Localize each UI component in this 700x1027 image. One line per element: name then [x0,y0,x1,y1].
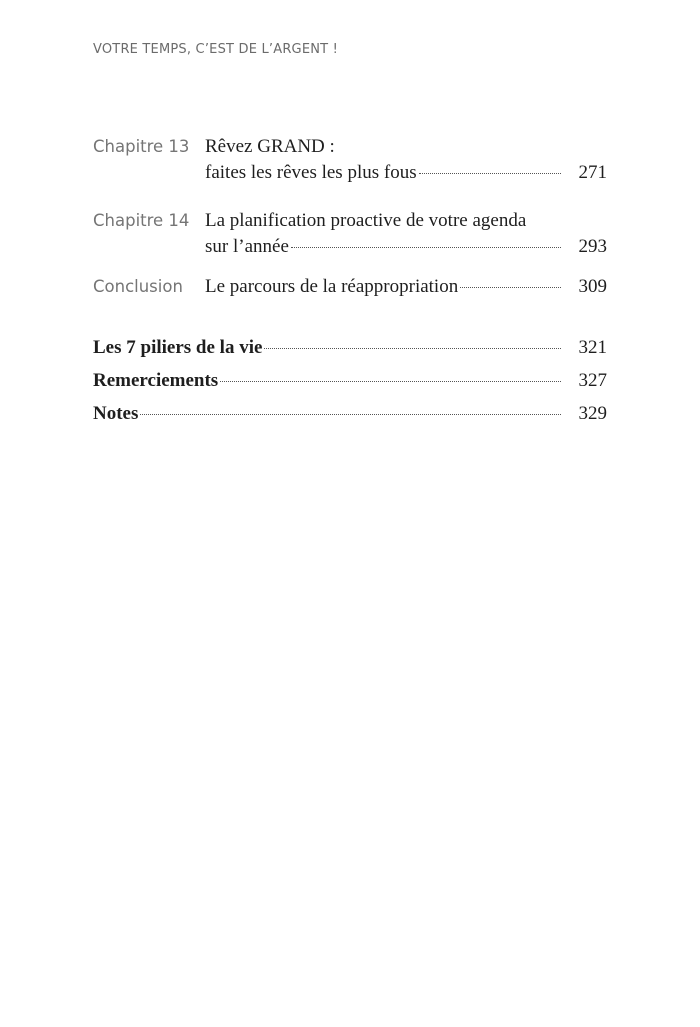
dot-leader [220,380,561,382]
chapter-label: Chapitre 13 [93,137,190,156]
chapter-title-block [205,208,607,260]
chapter-title-line: faites les rêves les plus fous [205,162,417,183]
backmatter-title: Remerciements [93,370,219,391]
chapter-title-block [205,274,607,300]
toc-entry-conclusion[interactable] [93,274,607,300]
page-number: 329 [578,403,607,424]
toc-leader-line [93,335,607,361]
toc-entry-backmatter[interactable] [93,368,607,394]
dot-leader [419,172,561,174]
chapter-title-leader-line [205,274,607,300]
toc-entry-backmatter[interactable] [93,401,607,427]
chapter-label: Conclusion [93,277,183,296]
dot-leader [264,347,561,349]
toc-leader-line [93,401,607,427]
running-head: VOTRE TEMPS, C’EST DE L’ARGENT ! [93,42,339,57]
toc-entry-chapter-14[interactable] [93,208,607,260]
backmatter-title: Les 7 piliers de la vie [93,337,263,358]
chapter-title-leader-line [205,160,607,186]
page-number: 321 [578,337,607,358]
chapter-title-line: Le parcours de la réappropriation [205,276,459,297]
chapter-title-leader-line [205,234,607,260]
chapter-title-line: sur l’année [205,236,289,257]
dot-leader [140,413,561,415]
page-number: 327 [578,370,607,391]
page-number: 293 [578,236,607,257]
toc-entry-backmatter[interactable] [93,335,607,361]
backmatter-title: Notes [93,403,139,424]
page-number: 309 [578,276,607,297]
dot-leader [460,286,561,288]
chapter-title-block [205,134,607,186]
toc-entry-chapter-13[interactable] [93,134,607,186]
chapter-title-line: Rêvez GRAND : [205,136,335,157]
page-number: 271 [578,162,607,183]
chapter-title-line: La planification proactive de votre agenda [205,210,527,231]
chapter-label: Chapitre 14 [93,211,190,230]
dot-leader [291,246,561,248]
toc-leader-line [93,368,607,394]
